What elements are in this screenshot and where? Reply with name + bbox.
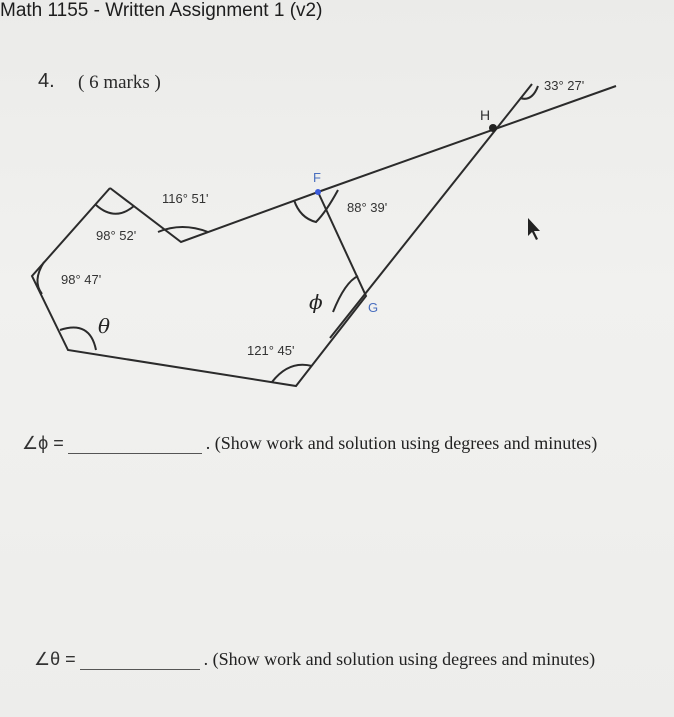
arc-f [294,190,338,222]
theta-answer-blank[interactable] [80,651,200,670]
phi-answer-blank[interactable] [68,435,202,454]
extension-line-top [318,86,616,192]
theta-symbol: θ [98,314,111,338]
point-label-h: H [480,107,491,123]
theta-answer-label: ∠θ = [34,649,76,669]
point-f-dot [315,189,321,195]
point-label-g: G [368,300,379,315]
phi-answer-label: ∠ϕ = [22,433,64,453]
phi-instruction: . (Show work and solution using degrees and minutes) [205,433,598,453]
angle-label-88-39: 88° 39' [347,200,388,215]
angle-label-121-45: 121° 45' [247,343,295,358]
theta-answer-row [34,649,595,670]
assignment-title: Math 1155 - Written Assignment 1 (v2) [0,0,323,21]
arc-98-52 [96,205,134,214]
phi-answer-row [22,433,597,454]
question-marks: ( 6 marks ) [78,72,161,93]
angle-label-33-27: 33° 27' [544,78,585,93]
question-number: 4. [38,70,55,92]
point-label-f: F [313,170,321,185]
point-h-dot [489,124,497,132]
angle-label-116-51: 116° 51' [162,191,209,206]
arc-98-47 [37,262,44,294]
angle-label-98-47: 98° 47' [61,272,102,287]
theta-instruction: . (Show work and solution using degrees and minutes) [203,649,596,669]
polygon-outline [32,188,366,386]
phi-symbol: ϕ [309,290,323,314]
cursor-arrow-icon [528,218,540,240]
angle-label-98-52: 98° 52' [96,228,137,243]
